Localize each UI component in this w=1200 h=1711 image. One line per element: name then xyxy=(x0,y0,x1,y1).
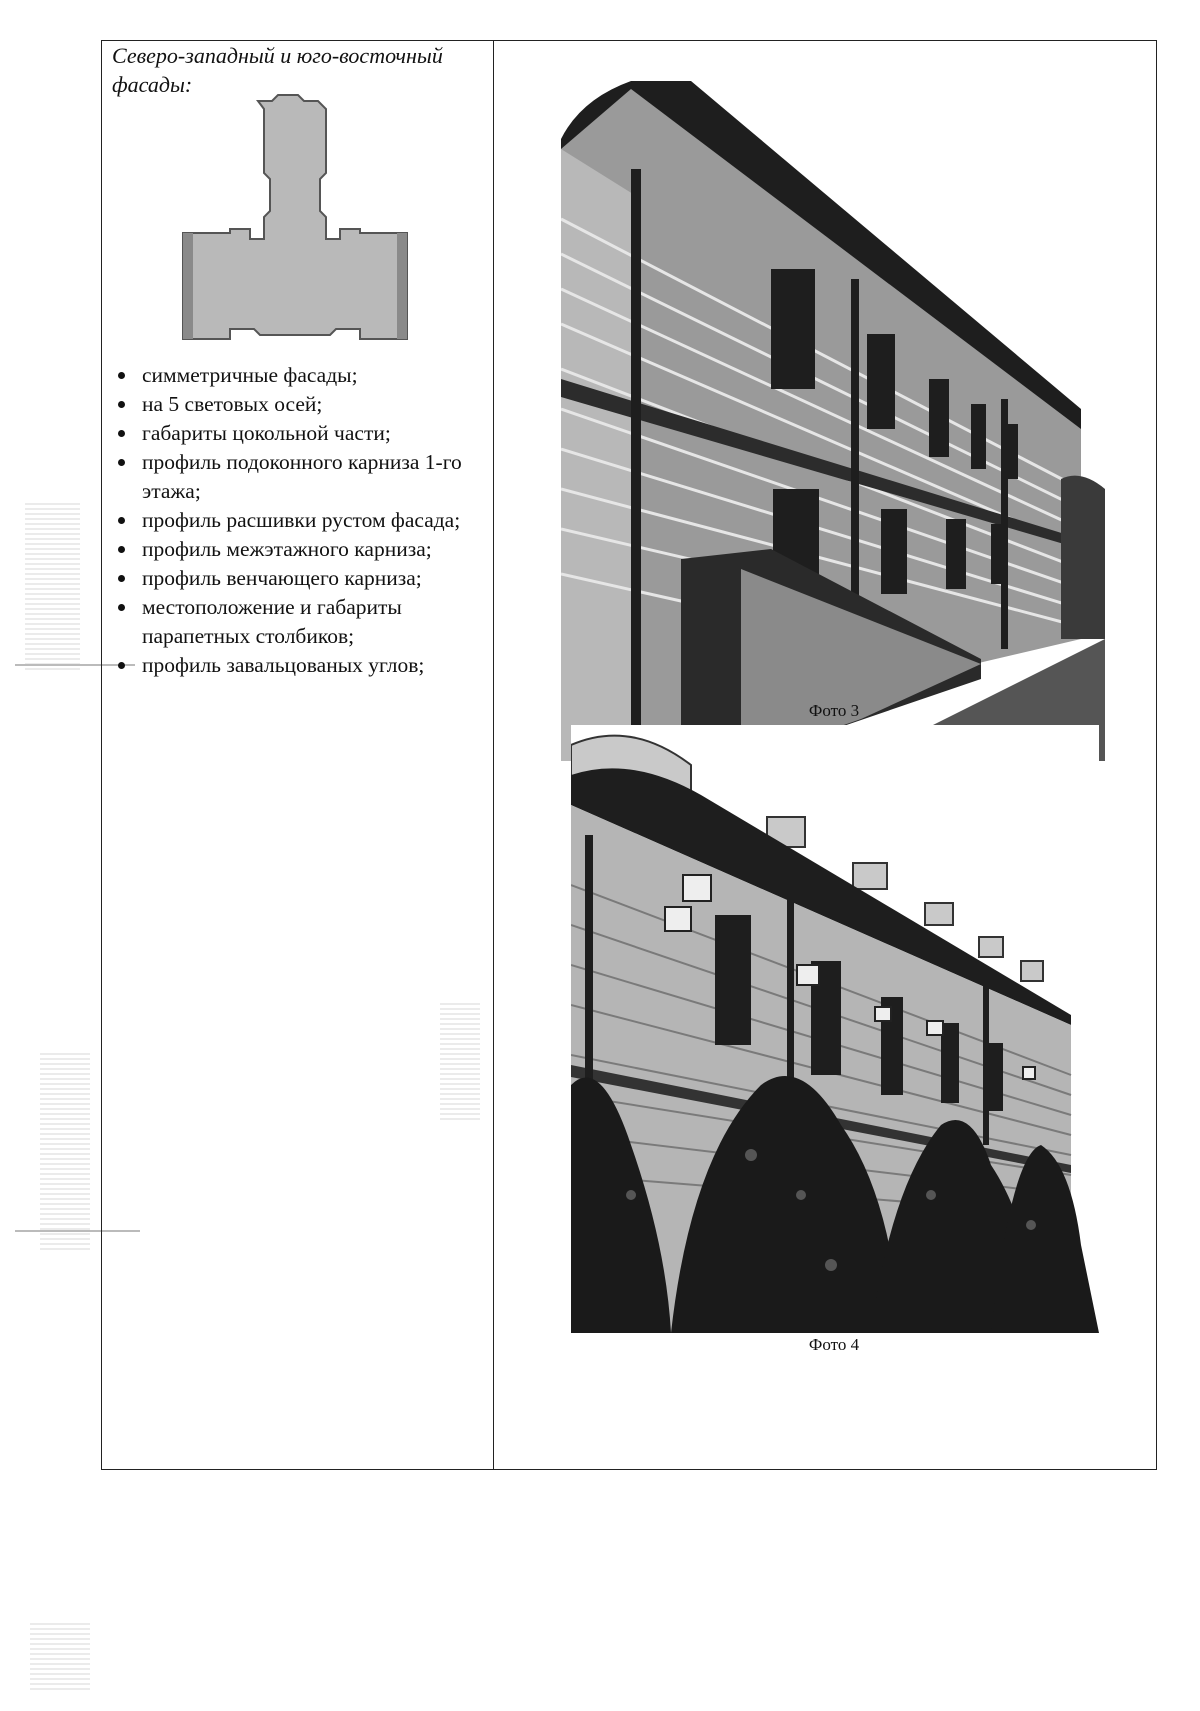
bullet-icon xyxy=(118,372,125,379)
photo-4-caption: Фото 4 xyxy=(808,1335,860,1354)
photos-column xyxy=(494,41,1156,1469)
list-item: симметричные фасады; xyxy=(110,361,490,390)
bullet-icon xyxy=(118,604,125,611)
bullet-icon xyxy=(118,401,125,408)
building-facade-trees-photo xyxy=(571,725,1099,1333)
list-item: профиль межэтажного карниза; xyxy=(110,535,490,564)
photo-3 xyxy=(561,79,1105,761)
bullet-icon xyxy=(118,575,125,582)
photo-4 xyxy=(571,725,1099,1333)
list-item: профиль завальцованых углов; xyxy=(110,651,490,680)
scan-noise xyxy=(40,1050,90,1250)
scan-noise xyxy=(25,500,80,670)
list-item: местоположение и габариты парапетных столбиков; xyxy=(110,593,490,651)
section-heading: Северо-западный и юго-восточный фасады: xyxy=(112,43,443,97)
bullet-icon xyxy=(118,546,125,553)
description-column xyxy=(102,41,494,1469)
list-item: профиль расшивки рустом фасада; xyxy=(110,506,490,535)
list-item: профиль венчающего карниза; xyxy=(110,564,490,593)
facade-table xyxy=(101,40,1157,1470)
photo-3-caption: Фото 3 xyxy=(808,701,860,720)
list-item: на 5 световых осей; xyxy=(110,390,490,419)
scan-noise xyxy=(30,1620,90,1690)
bullet-icon xyxy=(118,517,125,524)
building-facade-photo xyxy=(561,79,1105,761)
bullet-icon xyxy=(118,662,125,669)
feature-list xyxy=(110,361,490,680)
bullet-icon xyxy=(118,430,125,437)
building-plan-icon xyxy=(180,93,410,353)
bullet-icon xyxy=(118,459,125,466)
list-item: профиль подоконного карниза 1-го этажа; xyxy=(110,448,490,506)
list-item: габариты цокольной части; xyxy=(110,419,490,448)
